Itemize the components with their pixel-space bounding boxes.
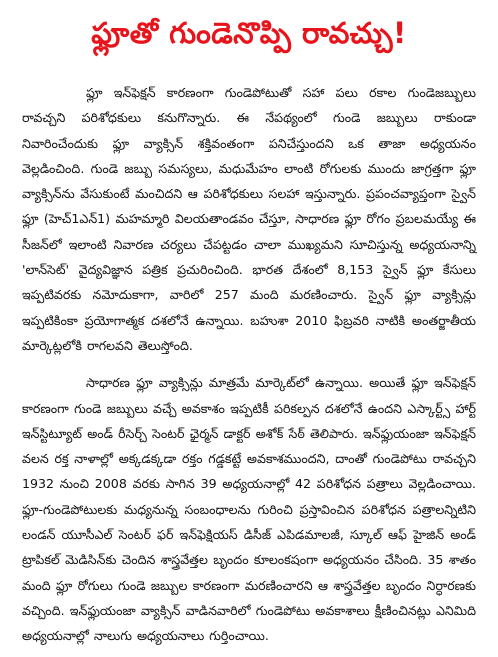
article-headline: ఫ్లూతో గుండెనొప్పి రావచ్చు! [91,16,407,50]
article-paragraph-2: సాధారణ ఫ్లూ వ్యాక్సిన్లు మాత్రమే మార్కెట్‌లో ఉన్నాయి. అయితే ఫ్లూ ఇన్‌ఫెక్షన్ కారణంగా గుండె జబ్బులు వచ్చే అవకాశం ఇప్పటికీ పరికల్పన దశలోనే ఉందని ఎస్కార్ట్స్ హార్ట్ ఇన్‌స్టిట్యూట్ అండ్ రీసెర్చ్ సెంటర్ ఛైర్మన్ డాక్టర్ అశోక్ సేఠ్ తెలిపారు. ఇన్‌ఫ్లుయంజా ఇన్‌ఫెక్షన్ వలన రక్త నాళాల్లో అక్కడక్కడా రక్తం గడ్డకట్టే అవకాశముందని, దాంతో గుండెపోటు రావచ్చని 1932 నుంచి 2008 వరకు సాగిన 39 అధ్యయనాల్లో 42 పరిశోధన పత్రాలు వెల్లడించాయి. ఫ్లూ-గుండెపోటులకు మధ్యనున్న సంబంధాలను గురించి ప్రస్తావించిన పరిశోధన పత్రాలన్నిటిని లండన్ యూసీఎల్ సెంటర్ ఫర్ ఇన్‌ఫెక్షియస్ డిసీజ్ ఎపిడమాలజీ, స్కూల్ ఆఫ్ హైజిన్ అండ్ ట్రాపికల్ మెడిసిన్‌కు చెందిన శాస్త్రవేత్తల బృందం కూలంకషంగా అధ్యయనం చేసింది. 35 శాతం మంది ఫ్లూ రోగులు గుండె జబ్బుల కారణంగా మరణించారని ఆ శాస్త్రవేత్తల బృందం నిర్ధారణకు వచ్చింది. ఇన్‌ఫ్లుయంజా వ్యాక్సిన్ వాడినవారిలో గుండెపోటు అవకాశాలు క్షీణించినట్లు ఎనిమిది అధ్యయనాల్లో నాలుగు అధ్యయనాలు గుర్తించాయి. [22,375,476,644]
article-paragraph-1: ఫ్లూ ఇన్‌ఫెక్షన్ కారణంగా గుండెపోటుతో సహా పలు రకాల గుండెజబ్బులు రావచ్చని పరిశోధకులు కనుగొన్నారు. ఈ నేపథ్యంలో గుండె జబ్బులు రాకుండా నివారించేందుకు ఫ్లూ వ్యాక్సిన్ శక్తివంతంగా పనిచేస్తుందని ఒక తాజా అధ్యయనం వెల్లడించింది. గుండె జబ్బు సమస్యలు, మధుమేహం లాంటి రోగులకు ముందు జాగ్రత్తగా ఫ్లూ వ్యాక్సిన్‌ను వేసుకుంటే మంచిదని ఆ పరిశోధకులు సలహా ఇస్తున్నారు. ప్రపంచవ్యాప్తంగా స్వైన్ ఫ్లూ (హెచ్1ఎన్1) మహమ్మారి విలయతాండవం చేస్తూ, సాధారణ ఫ్లూ రోగం ప్రబలమయ్యే ఈ సీజన్‌లో ఇలాంటి నివారణ చర్యలు చేపట్టడం చాలా ముఖ్యమని సూచిస్తున్న అధ్యయనాన్ని 'లాన్‌సెట్' వైద్యవిజ్ఞాన పత్రిక ప్రచురించింది. భారత దేశంలో 8,153 స్వైన్ ఫ్లూ కేసులు ఇప్పటివరకు నమోదుకాగా, వారిలో 257 మంది మరణించారు. స్వైన్ ఫ్లూ వ్యాక్సిన్లు ఇప్పటికింకా ప్రయోగాత్మక దశలోనే ఉన్నాయి. బహుశా 2010 ఫిబ్రవరి నాటికి అంతర్జాతీయ మార్కెట్లలోకి రాగలవని తెలుస్తోంది. [22,85,476,353]
